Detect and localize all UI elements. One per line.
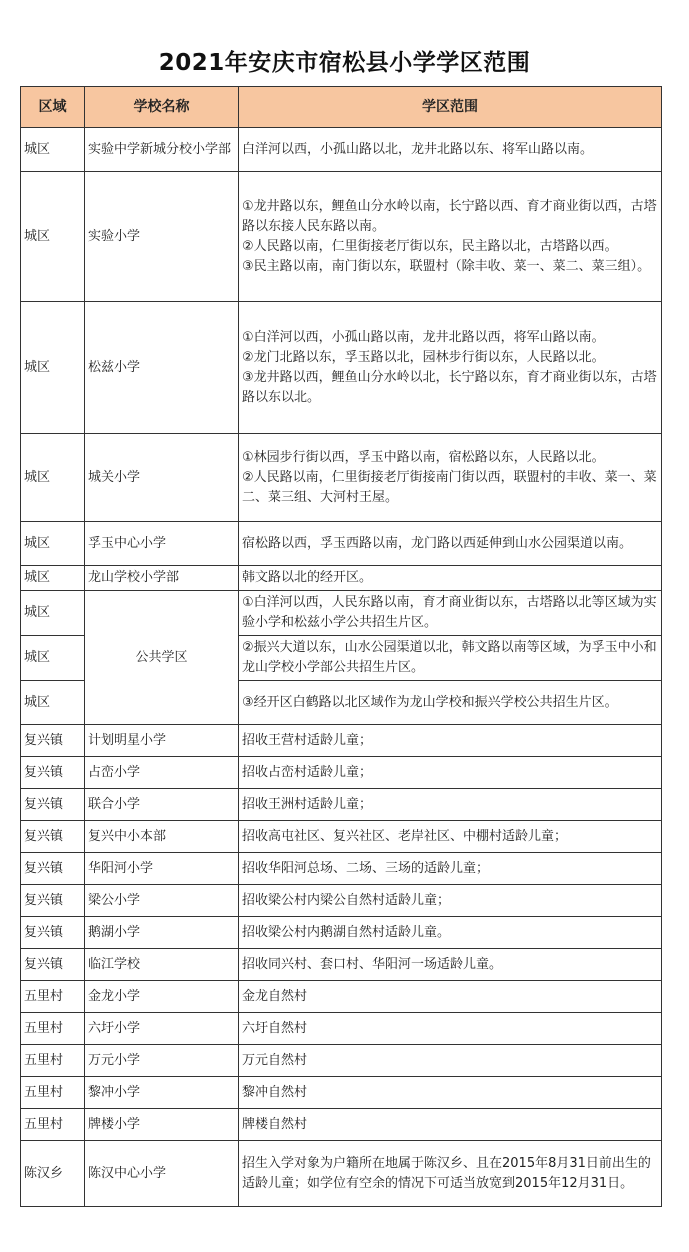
table-row (21, 1077, 662, 1109)
page-title: 2021年安庆市宿松县小学学区范围 (158, 50, 531, 76)
cell-range: ①白洋河以西，人民东路以南，育才商业街以东，古塔路以北等区域为实验小学和松兹小学公共招生片区。 (239, 591, 662, 636)
cell-region: 城区 (21, 636, 85, 681)
table-row (21, 885, 662, 917)
table-row (21, 1013, 662, 1045)
cell-school: 六圩小学 (85, 1013, 239, 1045)
range-text: ②人民路以南，仁里街接老厅街接南门街以西，联盟村的丰收、菜一、菜二、菜三组、大河村王屋。 (242, 469, 657, 505)
table-row (21, 172, 662, 302)
cell-region: 五里村 (21, 1109, 85, 1141)
cell-school: 复兴中小本部 (85, 821, 239, 853)
cell-school: 陈汉中心小学 (85, 1141, 239, 1207)
cell-range: 招收王营村适龄儿童； (239, 725, 662, 757)
cell-school: 梁公小学 (85, 885, 239, 917)
cell-range: 招收同兴村、套口村、华阳河一场适龄儿童。 (239, 949, 662, 981)
table-row (21, 434, 662, 522)
table-row (21, 725, 662, 757)
range-text: ②龙门北路以东，孚玉路以北，园林步行街以东，人民路以北。 (242, 349, 605, 365)
school-district-table (20, 86, 662, 1207)
cell-school: 松兹小学 (85, 302, 239, 434)
cell-school: 临江学校 (85, 949, 239, 981)
table-row (21, 591, 662, 636)
table-row (21, 302, 662, 434)
header-range: 学区范围 (239, 87, 662, 128)
cell-range: ②振兴大道以东，山水公园渠道以北，韩文路以南等区域，为孚玉中小和龙山学校小学部公共招生片区。 (239, 636, 662, 681)
cell-region: 复兴镇 (21, 821, 85, 853)
table-row (21, 853, 662, 885)
cell-range: 六圩自然村 (239, 1013, 662, 1045)
cell-school: 实验小学 (85, 172, 239, 302)
table-row (21, 789, 662, 821)
cell-region: 复兴镇 (21, 917, 85, 949)
cell-school: 孚玉中心小学 (85, 522, 239, 566)
table-row (21, 566, 662, 591)
cell-region: 城区 (21, 172, 85, 302)
cell-range (239, 566, 662, 591)
range-text: ①白洋河以西，小孤山路以南，龙井北路以西，将军山路以南。 (242, 329, 605, 345)
cell-range: 招收王洲村适龄儿童； (239, 789, 662, 821)
cell-region: 复兴镇 (21, 757, 85, 789)
table-row (21, 949, 662, 981)
cell-school: 城关小学 (85, 434, 239, 522)
cell-school-shared: 公共学区 (85, 591, 239, 725)
cell-range: 招生入学对象为户籍所在地属于陈汉乡、且在2015年8月31日前出生的适龄儿童；如学位有空余的情况下可适当放宽到2015年12月31日。 (239, 1141, 662, 1207)
cell-region: 五里村 (21, 981, 85, 1013)
range-text: 宿松路以西，孚玉西路以南，龙门路以西延伸到山水公园渠道以南。 (242, 535, 633, 551)
range-text: 韩文路以北的经开区。 (242, 570, 373, 585)
cell-range: 招收梁公村内梁公自然村适龄儿童； (239, 885, 662, 917)
cell-range: 招收梁公村内鹅湖自然村适龄儿童。 (239, 917, 662, 949)
cell-range: 万元自然村 (239, 1045, 662, 1077)
table-row (21, 1141, 662, 1207)
cell-region: 城区 (21, 566, 85, 591)
table-header-row (21, 87, 662, 128)
table-row (21, 1109, 662, 1141)
cell-school: 黎冲小学 (85, 1077, 239, 1109)
cell-range: 牌楼自然村 (239, 1109, 662, 1141)
table-row (21, 1045, 662, 1077)
range-text: ①林园步行街以西，孚玉中路以南，宿松路以东，人民路以北。 (242, 449, 605, 465)
range-text: ②人民路以南，仁里街接老厅街以东，民主路以北，古塔路以西。 (242, 238, 618, 254)
cell-school: 龙山学校小学部 (85, 566, 239, 591)
cell-school: 万元小学 (85, 1045, 239, 1077)
cell-range (239, 172, 662, 302)
cell-range: 金龙自然村 (239, 981, 662, 1013)
cell-region: 复兴镇 (21, 789, 85, 821)
cell-school: 金龙小学 (85, 981, 239, 1013)
table-row (21, 757, 662, 789)
range-text: ③民主路以南，南门街以东，联盟村（除丰收、菜一、菜二、菜三组）。 (242, 258, 651, 274)
cell-range (239, 434, 662, 522)
cell-school: 占峦小学 (85, 757, 239, 789)
range-text: ③龙井路以西，鲤鱼山分水岭以北，长宁路以东，育才商业街以东，古塔路以东以北。 (242, 369, 657, 405)
cell-region: 城区 (21, 591, 85, 636)
cell-school: 实验中学新城分校小学部 (85, 128, 239, 172)
cell-region: 复兴镇 (21, 885, 85, 917)
cell-region: 五里村 (21, 1077, 85, 1109)
cell-school: 华阳河小学 (85, 853, 239, 885)
cell-region: 复兴镇 (21, 725, 85, 757)
cell-range: 招收高屯社区、复兴社区、老岸社区、中棚村适龄儿童； (239, 821, 662, 853)
cell-region: 城区 (21, 434, 85, 522)
table-row (21, 821, 662, 853)
cell-range: 招收占峦村适龄儿童； (239, 757, 662, 789)
cell-range (239, 302, 662, 434)
cell-region: 城区 (21, 128, 85, 172)
cell-region: 五里村 (21, 1045, 85, 1077)
cell-region: 城区 (21, 522, 85, 566)
cell-school: 联合小学 (85, 789, 239, 821)
cell-range: ③经开区白鹤路以北区域作为龙山学校和振兴学校公共招生片区。 (239, 681, 662, 725)
cell-region: 五里村 (21, 1013, 85, 1045)
cell-range (239, 128, 662, 172)
cell-range: 招收华阳河总场、二场、三场的适龄儿童； (239, 853, 662, 885)
cell-region: 城区 (21, 302, 85, 434)
cell-range (239, 522, 662, 566)
cell-school: 鹅湖小学 (85, 917, 239, 949)
header-region: 区域 (21, 87, 85, 128)
table-row (21, 128, 662, 172)
header-school: 学校名称 (85, 87, 239, 128)
cell-region: 复兴镇 (21, 853, 85, 885)
table-row (21, 522, 662, 566)
table-row (21, 917, 662, 949)
range-text: ①龙井路以东，鲤鱼山分水岭以南，长宁路以西、育才商业街以西，古塔路以东接人民东路以南。 (242, 198, 657, 234)
range-text: 白洋河以西，小孤山路以北，龙井北路以东、将军山路以南。 (242, 141, 594, 157)
cell-range: 黎冲自然村 (239, 1077, 662, 1109)
cell-school: 牌楼小学 (85, 1109, 239, 1141)
cell-region: 城区 (21, 681, 85, 725)
table-row (21, 981, 662, 1013)
cell-region: 陈汉乡 (21, 1141, 85, 1207)
cell-school: 计划明星小学 (85, 725, 239, 757)
cell-region: 复兴镇 (21, 949, 85, 981)
